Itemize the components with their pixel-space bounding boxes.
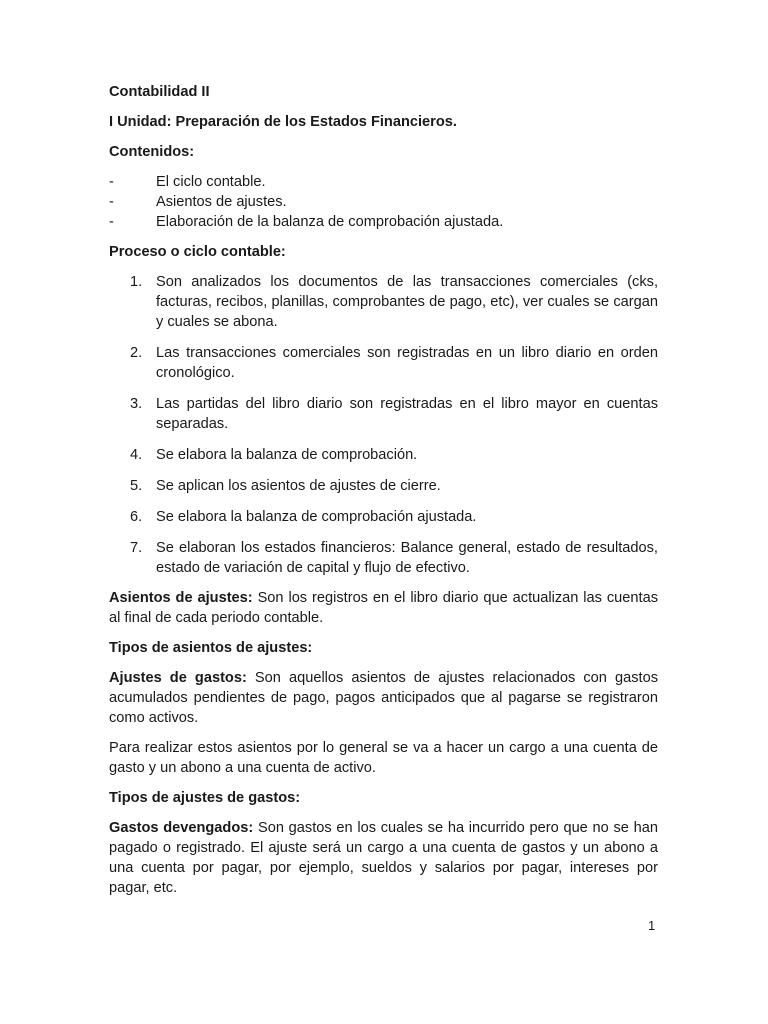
step-number: 6. [130,509,143,525]
step-text: Las partidas del libro diario son registradas en el libro mayor en cuentas separadas. [156,396,658,432]
list-item [109,507,658,527]
step-number: 2. [130,345,143,361]
adjustment-types-heading: Tipos de asientos de ajustes: [109,640,313,656]
step-text: Son analizados los documentos de las transacciones comerciales (cks, facturas, recibos, planillas, comprobantes de pago, etc), ver cuales se cargan y cuales se abona. [156,274,658,330]
expense-types-heading: Tipos de ajustes de gastos: [109,790,301,806]
list-item [109,192,658,212]
unit-title: I Unidad: Preparación de los Estados Financieros. [109,114,457,130]
expense-adjustments-definition: Son aquellos asientos de ajustes relacionados con gastos acumulados pendientes de pago, pagos anticipados que al pagarse se registraron como activos. [109,670,658,726]
step-text: Se elabora la balanza de comprobación ajustada. [156,509,477,525]
list-item-text: El ciclo contable. [156,174,266,190]
list-marker: - [109,174,114,190]
step-text: Las transacciones comerciales son registradas en un libro diario en orden cronológico. [156,345,658,381]
step-number: 1. [130,274,143,290]
step-number: 4. [130,447,143,463]
document-body [109,82,658,908]
list-item [109,343,658,383]
list-item [109,538,658,578]
cycle-steps-list [109,272,658,578]
cycle-heading: Proceso o ciclo contable: [109,244,286,260]
course-title: Contabilidad II [109,84,210,100]
step-text: Se aplican los asientos de ajustes de cierre. [156,478,441,494]
step-number: 7. [130,540,143,556]
adjustments-term: Asientos de ajustes: [109,590,253,606]
step-number: 5. [130,478,143,494]
list-item-text: Asientos de ajustes. [156,194,287,210]
list-item [109,212,658,232]
list-item [109,445,658,465]
list-marker: - [109,194,114,210]
list-item-text: Elaboración de la balanza de comprobación ajustada. [156,214,504,230]
expense-adjustments-term: Ajustes de gastos: [109,670,247,686]
step-text: Se elaboran los estados financieros: Balance general, estado de resultados, estado de variación de capital y flujo de efectivo. [156,540,658,576]
contents-list [109,172,658,232]
adjustments-definition: Son los registros en el libro diario que actualizan las cuentas al final de cada periodo contable. [109,590,658,626]
list-item [109,394,658,434]
accrued-expenses-paragraph [109,818,658,898]
list-marker: - [109,214,114,230]
general-rule-paragraph: Para realizar estos asientos por lo general se va a hacer un cargo a una cuenta de gasto y un abono a una cuenta de activo. [109,740,658,776]
step-text: Se elabora la balanza de comprobación. [156,447,418,463]
step-number: 3. [130,396,143,412]
accrued-expenses-definition: Son gastos en los cuales se ha incurrido pero que no se han pagado o registrado. El ajuste será un cargo a una cuenta de gastos y un abono a una cuenta por pagar, por ejemplo, sueldos y salarios por pagar, intereses por pagar, etc. [109,820,658,896]
list-item [109,476,658,496]
adjustments-paragraph [109,588,658,628]
page-number: 1 [648,918,656,933]
contents-heading: Contenidos: [109,144,195,160]
list-item [109,272,658,332]
expense-adjustments-paragraph [109,668,658,728]
list-item [109,172,658,192]
accrued-expenses-term: Gastos devengados: [109,820,254,836]
